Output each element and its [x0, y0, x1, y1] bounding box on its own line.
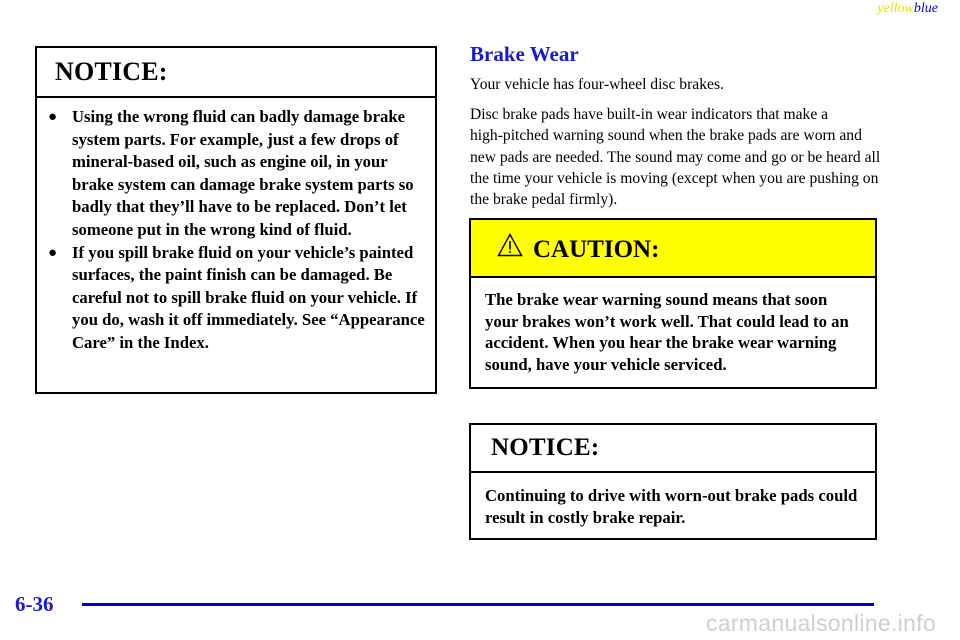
- notice-bullet-text: If you spill brake fluid on your vehicle’s painted surfaces, the paint finish can be damaged. Be careful not to spill brake fluid on your vehicle. If you do, wash it off immediately. See “Appearance Care” in the Index.: [72, 242, 425, 352]
- paragraph-wear-indicators: Disc brake pads have built‑in wear indicators that make a high‑pitched warning sound when the brake pads are worn and new pads are needed. The sound may come and go or be heard all the time your vehicle is moving (except when you are pushing on the brake pedal firmly).: [470, 106, 881, 209]
- header-blue-word: blue: [913, 1, 938, 16]
- bullet-icon: ●: [48, 244, 58, 261]
- caution-text: The brake wear warning sound means that soon your brakes won’t work well. That could lead to an accident. When you hear the brake wear warning sound, have your vehicle serviced.: [485, 290, 849, 375]
- notice-box-brake-pads: [469, 423, 877, 540]
- warning-triangle-icon: [497, 233, 523, 257]
- notice-bullet-item: [48, 106, 425, 242]
- notice-header: [37, 48, 435, 98]
- notice-bullet-list: [37, 98, 435, 355]
- notice-title: NOTICE:: [491, 434, 600, 461]
- notice-bullet-item: [48, 242, 425, 355]
- notice-box-fluid: [35, 46, 437, 394]
- caution-header: [471, 220, 875, 278]
- notice-bullet-text: Using the wrong fluid can badly damage brake system parts. For example, just a few drops of mineral‑based oil, such as engine oil, in your brake system can damage brake system parts so badly that they’ll have to be replaced. Don’t let someone put in the wrong kind of fluid.: [72, 107, 414, 239]
- caution-title: CAUTION:: [533, 236, 660, 263]
- color-registration-mark: [877, 1, 938, 17]
- notice-header: [471, 425, 875, 473]
- caution-box: [469, 218, 877, 389]
- section-title-brake-wear: Brake Wear: [470, 42, 579, 66]
- site-watermark: carmanualsonline.info: [705, 610, 936, 636]
- footer-rule: [82, 603, 874, 606]
- bullet-icon: ●: [48, 109, 58, 125]
- paragraph-disc-brakes: Your vehicle has four‑wheel disc brakes.: [470, 76, 724, 93]
- header-yellow-word: yellow: [877, 1, 914, 16]
- notice-text: Continuing to drive with worn‑out brake pads could result in costly brake repair.: [485, 486, 858, 527]
- notice-title: NOTICE:: [55, 57, 168, 86]
- page-number: 6-36: [15, 592, 54, 616]
